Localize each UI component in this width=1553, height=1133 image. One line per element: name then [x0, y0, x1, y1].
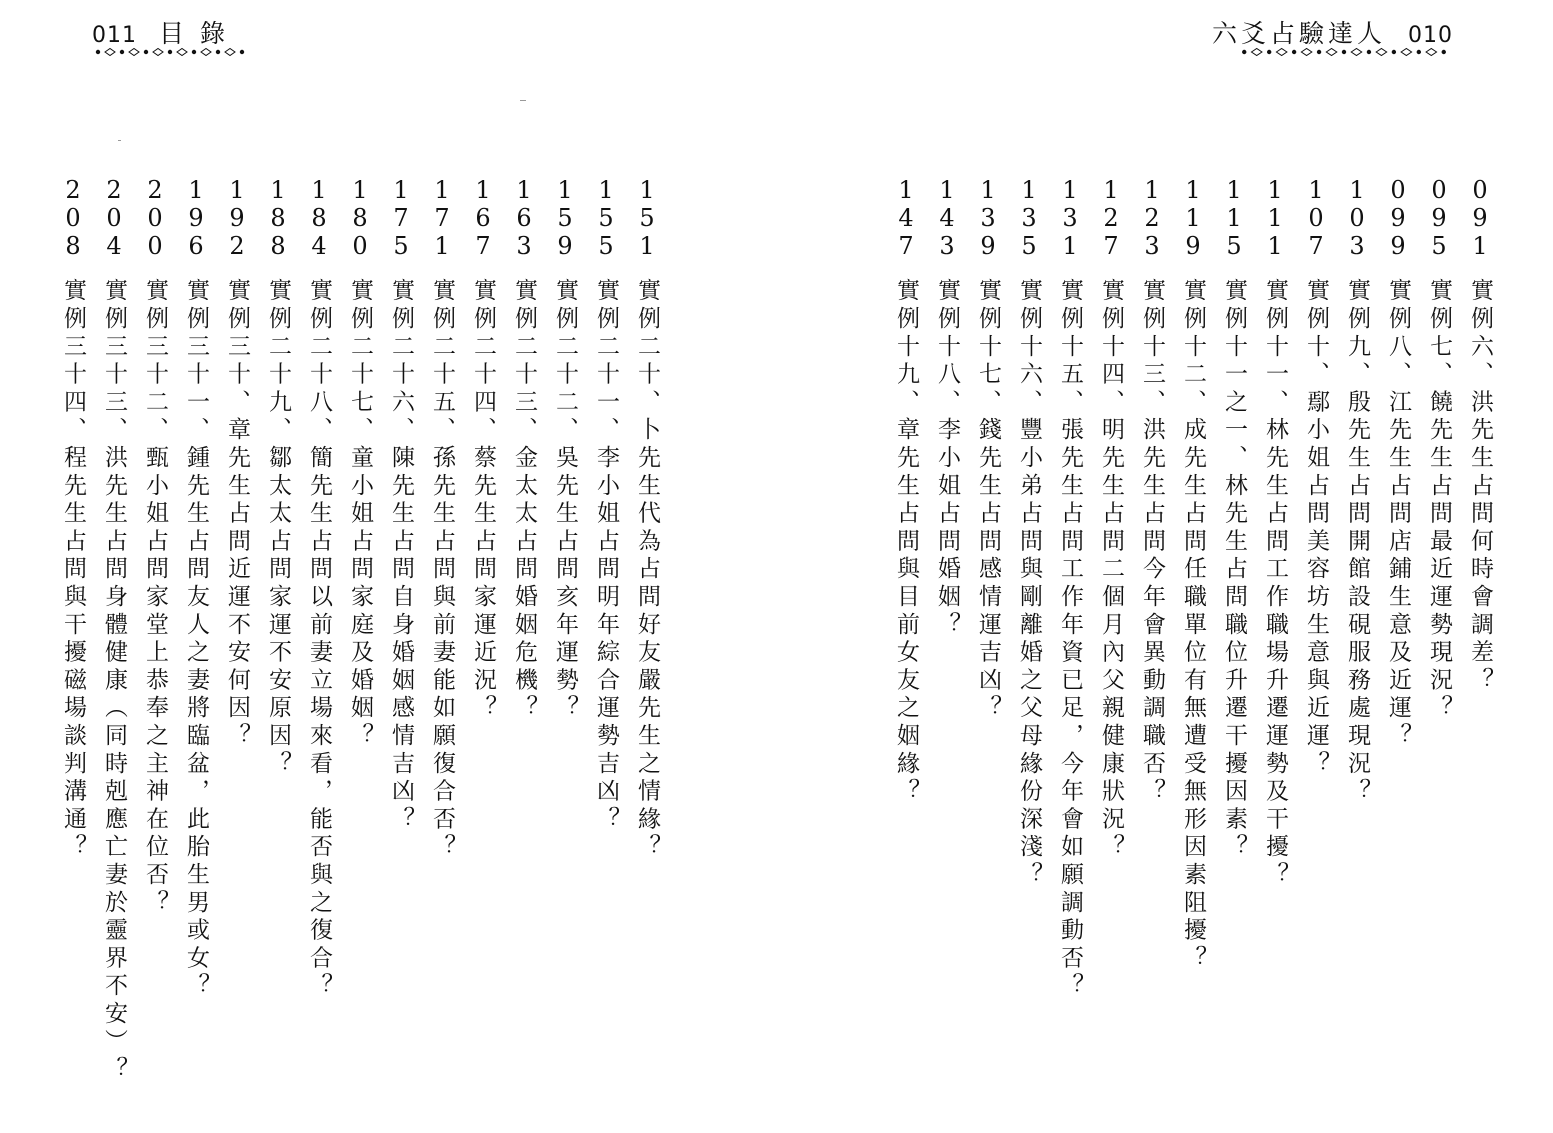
toc-page-number: 175: [393, 176, 409, 260]
toc-page-number: 143: [939, 176, 955, 260]
toc-entry-title: 實例十五、張先生占問工作年資已足，今年會如願調動否？: [1057, 278, 1083, 1001]
toc-page-number: 192: [229, 176, 245, 260]
toc-page-number: 155: [598, 176, 614, 260]
toc-page-number: 131: [1062, 176, 1078, 260]
toc-page-number: 111: [1267, 176, 1283, 260]
toc-page-number: 204: [106, 176, 122, 260]
toc-entry-title: 實例十六、豐小弟占問與剛離婚之父母緣份深淺？: [1016, 278, 1042, 890]
toc-entry: [1055, 176, 1085, 1001]
toc-page-number: 171: [434, 176, 450, 260]
toc-entry-title: 實例二十九、鄒太太占問家運不安原因？: [265, 278, 291, 779]
toc-page-number: 180: [352, 176, 368, 260]
toc-entry: [1178, 176, 1208, 973]
scan-speck: [118, 140, 121, 141]
toc-entry: [1342, 176, 1372, 807]
toc-entry: [99, 176, 129, 1085]
toc-entry-title: 實例二十四、蔡先生占問家運近況？: [470, 278, 496, 723]
toc-page-number: 135: [1021, 176, 1037, 260]
left-page-title: 目 錄: [159, 19, 229, 48]
toc-entry: [509, 176, 539, 723]
scan-speck: [520, 100, 526, 101]
toc-entry-title: 實例三十三、洪先生占問身體健康（同時剋應亡妻於靈界不安）？: [101, 278, 127, 1085]
toc-entry: [591, 176, 621, 834]
toc-entry-title: 實例十四、明先生占問二個月內父親健康狀況？: [1098, 278, 1124, 862]
toc-entry-title: 實例十九、章先生占問與目前女友之姻緣？: [893, 278, 919, 807]
toc-entry-title: 實例二十六、陳先生占問自身婚姻感情吉凶？: [388, 278, 414, 834]
ornament-dot: [1342, 50, 1346, 54]
toc-page-number: 208: [65, 176, 81, 260]
toc-page-number: 163: [516, 176, 532, 260]
toc-page-number: 095: [1431, 176, 1447, 260]
toc-page-number: 091: [1472, 176, 1488, 260]
toc-page-number: 188: [270, 176, 286, 260]
toc-entry: [222, 176, 252, 751]
toc-entry: [1260, 176, 1290, 890]
ornament-diamond: [129, 49, 139, 56]
toc-entry-title: 實例二十八、簡先生占問以前妻立場來看，能否與之復合？: [306, 278, 332, 1001]
left-header-ornament: [92, 46, 248, 58]
toc-entry: [468, 176, 498, 723]
ornament-diamond: [1351, 49, 1361, 56]
toc-entry-title: 實例十、鄢小姐占問美容坊生意與近運？: [1303, 278, 1329, 779]
ornament-dot: [1417, 50, 1421, 54]
ornament-dot: [144, 50, 148, 54]
toc-entry-title: 實例二十七、童小姐占問家庭及婚姻？: [347, 278, 373, 751]
toc-entry: [1383, 176, 1413, 751]
toc-entry: [1014, 176, 1044, 890]
toc-entry-title: 實例二十三、金太太占問婚姻危機？: [511, 278, 537, 723]
left-page-number: 011: [92, 23, 137, 48]
toc-entry: [1096, 176, 1126, 862]
toc-entry-title: 實例二十一、李小姐占問明年綜合運勢吉凶？: [593, 278, 619, 834]
ornament-dot: [168, 50, 172, 54]
toc-entry: [632, 176, 662, 862]
toc-page-number: 184: [311, 176, 327, 260]
ornament-diamond: [201, 49, 211, 56]
toc-entry: [304, 176, 334, 1001]
toc-page-number: 099: [1390, 176, 1406, 260]
right-page-header: [1212, 14, 1453, 50]
ornament-diamond: [153, 49, 163, 56]
ornament-dot: [216, 50, 220, 54]
ornament-dot: [1292, 50, 1296, 54]
toc-entry-title: 實例六、洪先生占問何時會調差？: [1467, 278, 1493, 695]
toc-entry: [1137, 176, 1167, 807]
toc-page-number: 147: [898, 176, 914, 260]
toc-entry: [891, 176, 921, 807]
toc-entry: [345, 176, 375, 751]
toc-entry-title: 實例三十一、鍾先生占問友人之妻將臨盆，此胎生男或女？: [183, 278, 209, 1001]
toc-entry: [58, 176, 88, 862]
toc-entry: [263, 176, 293, 779]
right-page-number: 010: [1408, 23, 1453, 48]
toc-page-number: 159: [557, 176, 573, 260]
ornament-diamond: [105, 49, 115, 56]
ornament-diamond: [177, 49, 187, 56]
toc-entry-title: 實例三十二、甄小姐占問家堂上恭奉之主神在位否？: [142, 278, 168, 918]
toc-page-number: 167: [475, 176, 491, 260]
ornament-dot: [1317, 50, 1321, 54]
toc-page-number: 123: [1144, 176, 1160, 260]
toc-entry-title: 實例七、饒先生占問最近運勢現況？: [1426, 278, 1452, 723]
toc-entry: [1424, 176, 1454, 723]
ornament-dot: [1367, 50, 1371, 54]
ornament-dot: [192, 50, 196, 54]
ornament-dot: [1392, 50, 1396, 54]
toc-entry: [140, 176, 170, 918]
ornament-diamond: [1251, 49, 1261, 56]
toc-entry-title: 實例十一、林先生占問工作職場升遷運勢及干擾？: [1262, 278, 1288, 890]
toc-page-number: 103: [1349, 176, 1365, 260]
ornament-dot: [1267, 50, 1271, 54]
toc-page-number: 115: [1226, 176, 1242, 260]
ornament-diamond: [1401, 49, 1411, 56]
toc-page-number: 119: [1185, 176, 1201, 260]
toc-entry-title: 實例二十五、孫先生占問與前妻能如願復合否？: [429, 278, 455, 862]
toc-entry: [386, 176, 416, 834]
right-page-title: 六爻占驗達人: [1211, 19, 1386, 48]
toc-entry-title: 實例十三、洪先生占問今年會異動調職否？: [1139, 278, 1165, 807]
ornament-dot: [1442, 50, 1446, 54]
toc-entry-title: 實例九、殷先生占問開館設硯服務處現況？: [1344, 278, 1370, 807]
ornament-diamond: [1301, 49, 1311, 56]
ornament-dot: [96, 50, 100, 54]
toc-entry-title: 實例十八、李小姐占問婚姻？: [934, 278, 960, 640]
toc-entry: [181, 176, 211, 1001]
toc-entry: [1465, 176, 1495, 695]
left-page-header: [92, 14, 229, 50]
toc-entry-title: 實例十七、錢先生占問感情運吉凶？: [975, 278, 1001, 723]
toc-entry-title: 實例二十二、吳先生占問亥年運勢？: [552, 278, 578, 723]
toc-entry-title: 實例十二、成先生占問任職單位有無遭受無形因素阻擾？: [1180, 278, 1206, 973]
toc-entry-title: 實例八、江先生占問店鋪生意及近運？: [1385, 278, 1411, 751]
ornament-dot: [1242, 50, 1246, 54]
toc-entry-title: 實例三十四、程先生占問與干擾磁場談判溝通？: [60, 278, 86, 862]
ornament-diamond: [1276, 49, 1286, 56]
toc-entry: [1301, 176, 1331, 779]
toc-entry: [1219, 176, 1249, 862]
toc-entry-title: 實例十一之一、林先生占問職位升遷干擾因素？: [1221, 278, 1247, 862]
toc-page-number: 107: [1308, 176, 1324, 260]
toc-entry: [427, 176, 457, 862]
ornament-dot: [240, 50, 244, 54]
ornament-dot: [120, 50, 124, 54]
toc-page-number: 127: [1103, 176, 1119, 260]
right-header-ornament: [1238, 46, 1450, 58]
toc-entry: [550, 176, 580, 723]
ornament-diamond: [1426, 49, 1436, 56]
ornament-diamond: [1376, 49, 1386, 56]
toc-page-number: 139: [980, 176, 996, 260]
toc-entry: [973, 176, 1003, 723]
ornament-diamond: [225, 49, 235, 56]
toc-page-number: 151: [639, 176, 655, 260]
toc-entry-title: 實例二十、卜先生代為占問好友嚴先生之情緣？: [634, 278, 660, 862]
toc-entry: [932, 176, 962, 640]
toc-entry-title: 實例三十、章先生占問近運不安何因？: [224, 278, 250, 751]
toc-page-number: 200: [147, 176, 163, 260]
toc-page-number: 196: [188, 176, 204, 260]
ornament-diamond: [1326, 49, 1336, 56]
